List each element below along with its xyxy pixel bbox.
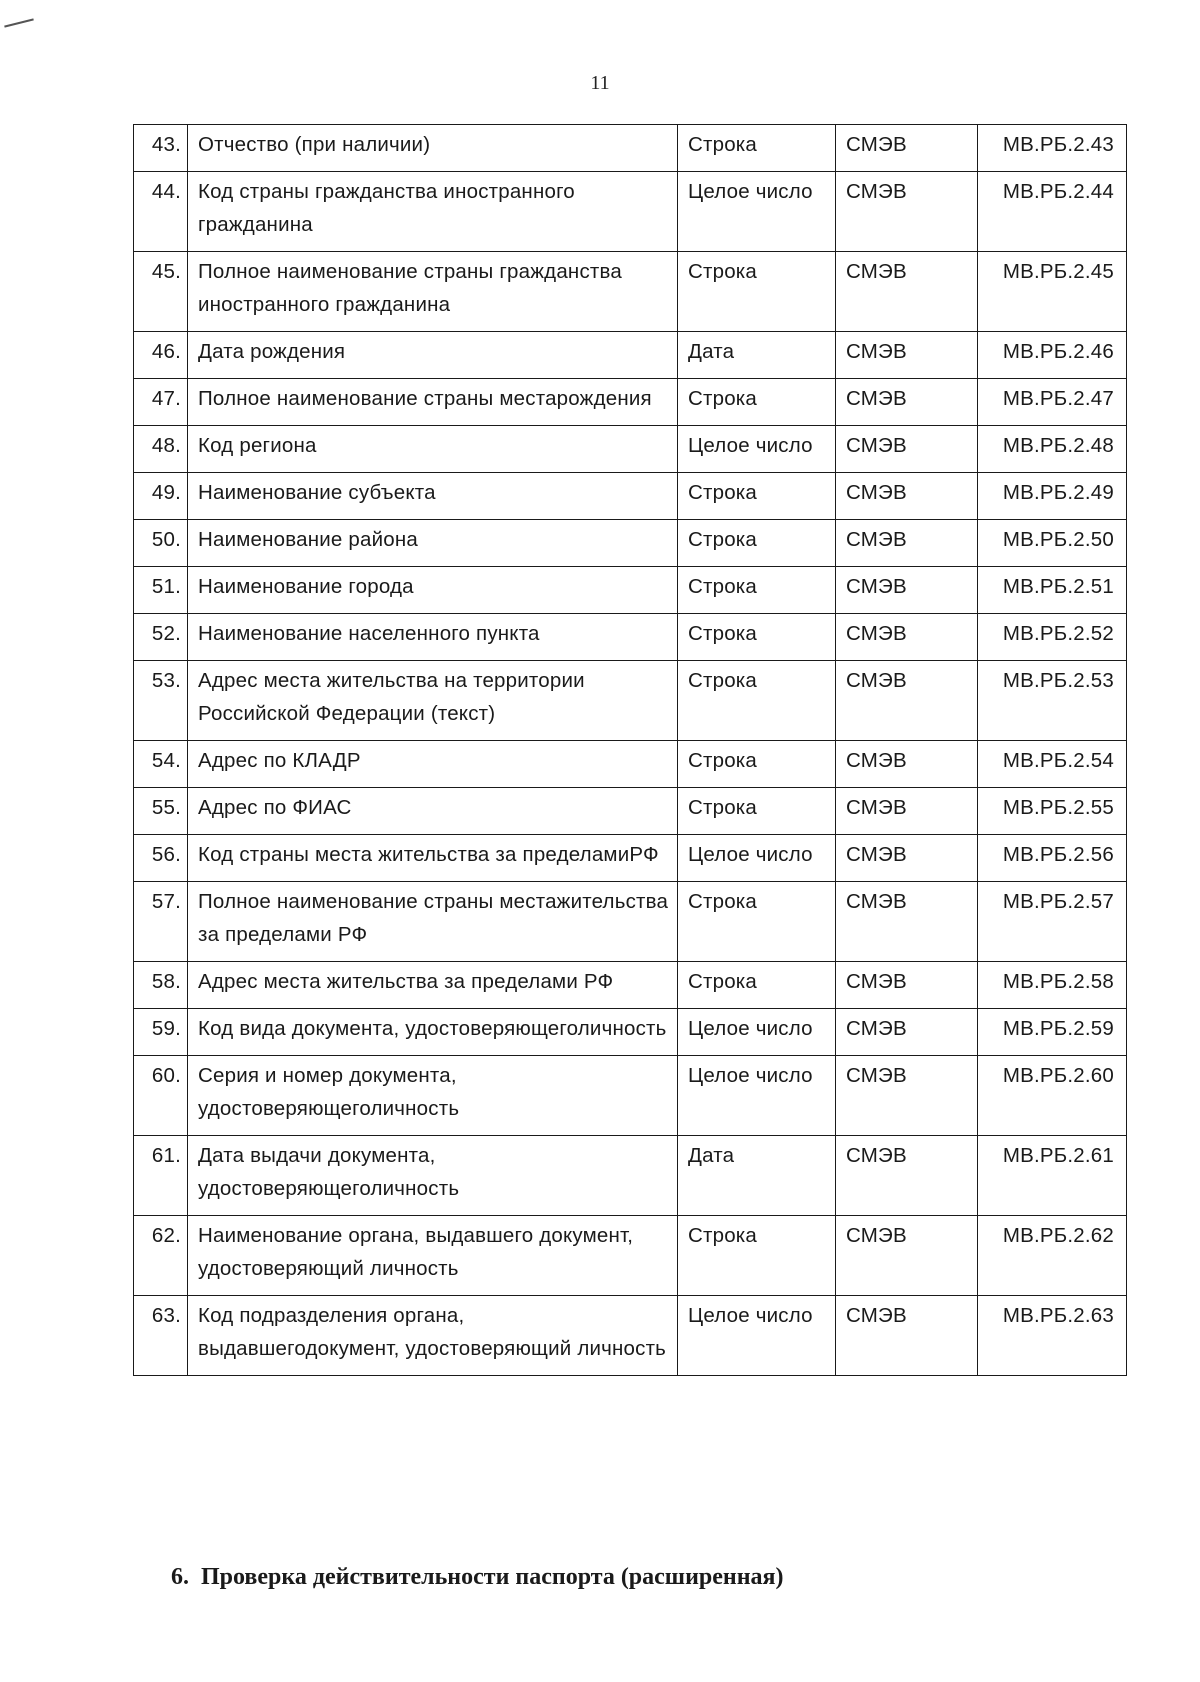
field-code: МВ.РБ.2.44 (978, 172, 1127, 252)
table-row (134, 1009, 1127, 1056)
field-source: СМЭВ (836, 252, 978, 332)
row-number: 50. (134, 520, 188, 567)
field-code: МВ.РБ.2.43 (978, 125, 1127, 172)
table-row (134, 1296, 1127, 1376)
field-name: Адрес места жительства за пределами РФ (188, 962, 678, 1009)
field-name: Наименование района (188, 520, 678, 567)
field-type: Целое число (678, 1296, 836, 1376)
field-code: МВ.РБ.2.57 (978, 882, 1127, 962)
table-row (134, 426, 1127, 473)
field-type: Целое число (678, 1056, 836, 1136)
field-code: МВ.РБ.2.47 (978, 379, 1127, 426)
field-code: МВ.РБ.2.62 (978, 1216, 1127, 1296)
field-source: СМЭВ (836, 1009, 978, 1056)
row-number: 48. (134, 426, 188, 473)
page-number: 11 (590, 72, 610, 94)
field-name: Адрес по КЛАДР (188, 741, 678, 788)
row-number: 53. (134, 661, 188, 741)
section-heading (171, 1564, 784, 1591)
row-number: 63. (134, 1296, 188, 1376)
row-number: 49. (134, 473, 188, 520)
row-number: 55. (134, 788, 188, 835)
field-source: СМЭВ (836, 835, 978, 882)
table-row (134, 835, 1127, 882)
table-row (134, 614, 1127, 661)
field-name: Код страны места жительства за пределамиРФ (188, 835, 678, 882)
field-type: Строка (678, 252, 836, 332)
field-source: СМЭВ (836, 567, 978, 614)
field-code: МВ.РБ.2.55 (978, 788, 1127, 835)
field-code: МВ.РБ.2.54 (978, 741, 1127, 788)
field-name: Серия и номер документа, удостоверяющеголичность (188, 1056, 678, 1136)
field-source: СМЭВ (836, 1296, 978, 1376)
section-number: 6. (171, 1564, 189, 1590)
row-number: 56. (134, 835, 188, 882)
field-source: СМЭВ (836, 661, 978, 741)
field-source: СМЭВ (836, 332, 978, 379)
row-number: 59. (134, 1009, 188, 1056)
field-code: МВ.РБ.2.61 (978, 1136, 1127, 1216)
field-source: СМЭВ (836, 1136, 978, 1216)
field-code: МВ.РБ.2.52 (978, 614, 1127, 661)
field-name: Дата рождения (188, 332, 678, 379)
field-code: МВ.РБ.2.51 (978, 567, 1127, 614)
field-code: МВ.РБ.2.45 (978, 252, 1127, 332)
field-name: Наименование города (188, 567, 678, 614)
field-code: МВ.РБ.2.49 (978, 473, 1127, 520)
field-type: Строка (678, 741, 836, 788)
table-row (134, 520, 1127, 567)
field-name: Адрес места жительства на территории Российской Федерации (текст) (188, 661, 678, 741)
table-row (134, 567, 1127, 614)
field-source: СМЭВ (836, 125, 978, 172)
field-type: Целое число (678, 1009, 836, 1056)
row-number: 46. (134, 332, 188, 379)
field-name: Код региона (188, 426, 678, 473)
field-type: Строка (678, 520, 836, 567)
row-number: 60. (134, 1056, 188, 1136)
field-type: Строка (678, 567, 836, 614)
field-source: СМЭВ (836, 962, 978, 1009)
field-type: Строка (678, 614, 836, 661)
table-row (134, 1216, 1127, 1296)
scan-artifact-mark (4, 18, 34, 27)
field-code: МВ.РБ.2.50 (978, 520, 1127, 567)
row-number: 57. (134, 882, 188, 962)
table-row (134, 882, 1127, 962)
table-row (134, 252, 1127, 332)
field-source: СМЭВ (836, 1216, 978, 1296)
field-name: Код страны гражданства иностранного гражданина (188, 172, 678, 252)
field-name: Адрес по ФИАС (188, 788, 678, 835)
field-name: Наименование органа, выдавшего документ, удостоверяющий личность (188, 1216, 678, 1296)
field-name: Код вида документа, удостоверяющеголичность (188, 1009, 678, 1056)
table-row (134, 172, 1127, 252)
field-code: МВ.РБ.2.59 (978, 1009, 1127, 1056)
field-source: СМЭВ (836, 882, 978, 962)
table-row (134, 379, 1127, 426)
field-code: МВ.РБ.2.53 (978, 661, 1127, 741)
field-name: Наименование субъекта (188, 473, 678, 520)
field-name: Отчество (при наличии) (188, 125, 678, 172)
row-number: 45. (134, 252, 188, 332)
field-type: Строка (678, 962, 836, 1009)
row-number: 61. (134, 1136, 188, 1216)
field-source: СМЭВ (836, 741, 978, 788)
row-number: 47. (134, 379, 188, 426)
row-number: 52. (134, 614, 188, 661)
field-type: Целое число (678, 426, 836, 473)
field-code: МВ.РБ.2.48 (978, 426, 1127, 473)
field-type: Строка (678, 473, 836, 520)
field-code: МВ.РБ.2.63 (978, 1296, 1127, 1376)
field-type: Целое число (678, 172, 836, 252)
table-row (134, 332, 1127, 379)
table-row (134, 473, 1127, 520)
table-row (134, 741, 1127, 788)
field-type: Строка (678, 661, 836, 741)
field-name: Полное наименование страны местарождения (188, 379, 678, 426)
field-source: СМЭВ (836, 426, 978, 473)
field-type: Целое число (678, 835, 836, 882)
field-name: Наименование населенного пункта (188, 614, 678, 661)
row-number: 43. (134, 125, 188, 172)
field-name: Дата выдачи документа, удостоверяющеголичность (188, 1136, 678, 1216)
field-source: СМЭВ (836, 788, 978, 835)
field-code: МВ.РБ.2.58 (978, 962, 1127, 1009)
field-type: Дата (678, 332, 836, 379)
field-code: МВ.РБ.2.60 (978, 1056, 1127, 1136)
field-code: МВ.РБ.2.56 (978, 835, 1127, 882)
table-row (134, 125, 1127, 172)
field-source: СМЭВ (836, 520, 978, 567)
field-type: Строка (678, 788, 836, 835)
fields-table (133, 124, 1127, 1376)
field-source: СМЭВ (836, 172, 978, 252)
field-type: Строка (678, 882, 836, 962)
field-source: СМЭВ (836, 379, 978, 426)
table-row (134, 962, 1127, 1009)
table-row (134, 788, 1127, 835)
field-name: Код подразделения органа, выдавшегодокумент, удостоверяющий личность (188, 1296, 678, 1376)
table-row (134, 661, 1127, 741)
table-row (134, 1136, 1127, 1216)
field-source: СМЭВ (836, 473, 978, 520)
field-source: СМЭВ (836, 1056, 978, 1136)
field-name: Полное наименование страны гражданства иностранного гражданина (188, 252, 678, 332)
table-row (134, 1056, 1127, 1136)
field-type: Строка (678, 379, 836, 426)
row-number: 54. (134, 741, 188, 788)
row-number: 44. (134, 172, 188, 252)
field-type: Строка (678, 125, 836, 172)
field-type: Дата (678, 1136, 836, 1216)
row-number: 62. (134, 1216, 188, 1296)
row-number: 51. (134, 567, 188, 614)
field-type: Строка (678, 1216, 836, 1296)
row-number: 58. (134, 962, 188, 1009)
field-name: Полное наименование страны местажительства за пределами РФ (188, 882, 678, 962)
field-code: МВ.РБ.2.46 (978, 332, 1127, 379)
field-source: СМЭВ (836, 614, 978, 661)
section-title: Проверка действительности паспорта (расширенная) (201, 1564, 784, 1590)
